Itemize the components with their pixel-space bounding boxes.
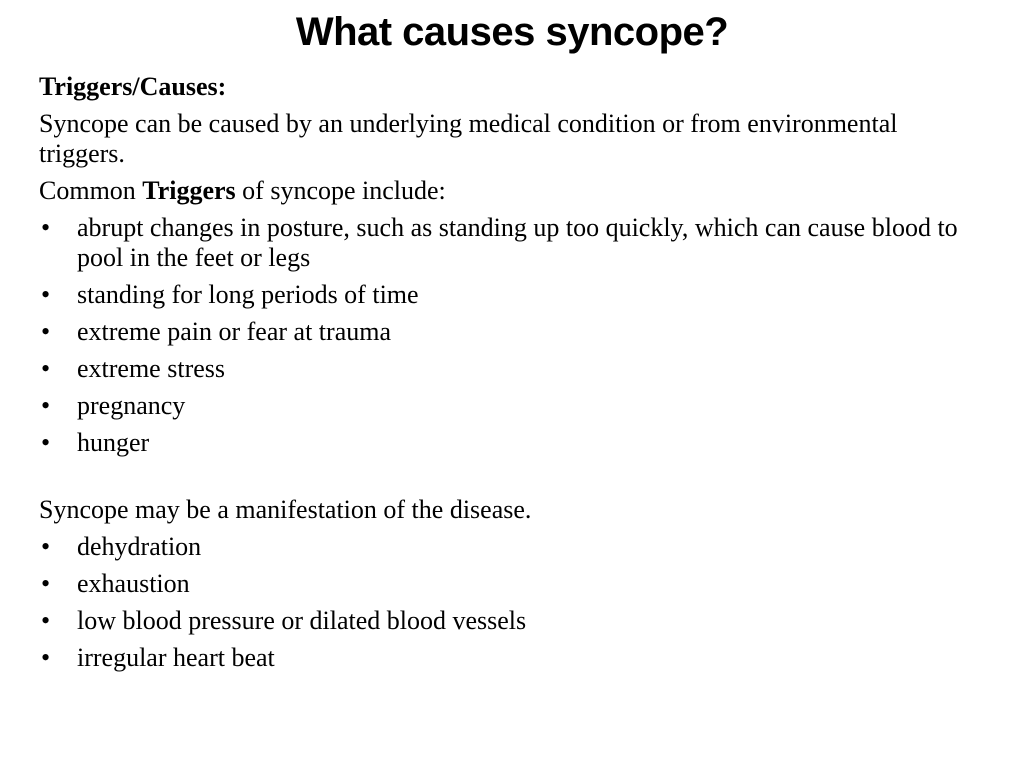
bullet-icon: • <box>41 354 51 383</box>
list-item <box>39 532 979 562</box>
list-item-text: irregular heart beat <box>77 643 275 672</box>
list-item <box>39 643 979 673</box>
list-item-text: hunger <box>77 428 150 457</box>
bullet-icon: • <box>41 280 51 309</box>
list-item-text: pregnancy <box>77 391 186 420</box>
bullet-icon: • <box>41 213 51 242</box>
list-item <box>39 213 979 273</box>
list-item-text: standing for long periods of time <box>77 280 419 309</box>
list-item <box>39 569 979 599</box>
list-item <box>39 391 979 421</box>
triggers-bold: Triggers <box>142 176 236 205</box>
list-item-text: extreme pain or fear at trauma <box>77 317 391 346</box>
list-item <box>39 280 979 310</box>
intro-paragraph: Syncope can be caused by an underlying medical condition or from environmental triggers. <box>39 109 898 168</box>
list-item-text: abrupt changes in posture, such as standing up too quickly, which can cause blood to pool in the feet or legs <box>77 213 958 272</box>
list-item <box>39 428 979 458</box>
bullet-icon: • <box>41 428 51 457</box>
slide-title: What causes syncope? <box>295 10 729 54</box>
bullet-icon: • <box>41 606 51 635</box>
slide-body <box>39 72 979 680</box>
list-item-text: exhaustion <box>77 569 190 598</box>
triggers-intro <box>39 176 979 206</box>
triggers-suffix: of syncope include: <box>235 176 446 205</box>
bullet-icon: • <box>41 532 51 561</box>
list-item <box>39 317 979 347</box>
bullet-icon: • <box>41 569 51 598</box>
section-heading: Triggers/Causes: <box>39 72 227 101</box>
list-item-text: low blood pressure or dilated blood vessels <box>77 606 527 635</box>
list-item-text: extreme stress <box>77 354 226 383</box>
disease-intro: Syncope may be a manifestation of the disease. <box>39 495 532 524</box>
list-item-text: dehydration <box>77 532 202 561</box>
bullet-icon: • <box>41 643 51 672</box>
spacer <box>39 465 979 495</box>
triggers-list <box>39 213 979 458</box>
list-item <box>39 606 979 636</box>
disease-causes-list <box>39 532 979 673</box>
list-item <box>39 354 979 384</box>
triggers-prefix: Common <box>39 176 143 205</box>
bullet-icon: • <box>41 391 51 420</box>
bullet-icon: • <box>41 317 51 346</box>
